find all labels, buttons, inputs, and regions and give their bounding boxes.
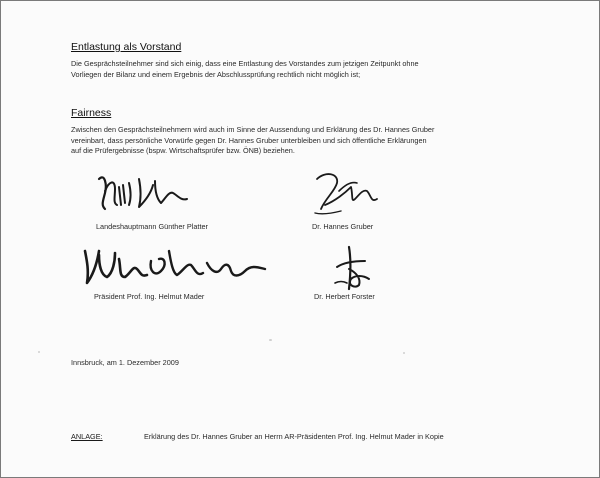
signature-gruber: [311, 169, 391, 221]
scan-speck: [269, 339, 272, 341]
section-paragraph-fairness: [71, 125, 434, 157]
signatory-name-forster: Dr. Herbert Forster: [314, 292, 375, 301]
signature-forster: [331, 245, 381, 297]
signatory-name-mader: Präsident Prof. Ing. Helmut Mader: [94, 292, 205, 301]
paragraph-line: Zwischen den Gesprächsteilnehmern wird auch im Sinne der Aussendung und Erklärung des Dr. Hannes Gruber: [71, 125, 435, 134]
paragraph-line: auf die Prüfergebnisse (bspw. Wirtschaftsprüfer bzw. ÖNB) beziehen.: [71, 146, 295, 156]
attachment-label: ANLAGE:: [71, 432, 103, 441]
place-date: Innsbruck, am 1. Dezember 2009: [71, 358, 179, 367]
paragraph-line: Vorliegen der Bilanz und einem Ergebnis der Abschlussprüfung rechtlich nicht möglich ist;: [71, 69, 361, 79]
signature-platter: [95, 171, 195, 219]
signature-mader: [79, 241, 279, 293]
scan-speck: [38, 351, 40, 353]
signatory-name-gruber: Dr. Hannes Gruber: [312, 222, 374, 231]
section-paragraph-entlastung: [71, 59, 419, 80]
paragraph-line: vereinbart, dass persönliche Vorwürfe gegen Dr. Hannes Gruber unterbleiben und sich öffentliche Erklärungen: [71, 135, 427, 145]
scan-speck: [403, 352, 405, 354]
section-heading-fairness: Fairness: [71, 107, 112, 119]
section-heading-entlastung: Entlastung als Vorstand: [71, 41, 182, 53]
attachment-text: Erklärung des Dr. Hannes Gruber an Herrn AR-Präsidenten Prof. Ing. Helmut Mader in Kopie: [144, 432, 444, 441]
signatory-name-platter: Landeshauptmann Günther Platter: [96, 222, 208, 231]
paragraph-line: Die Gesprächsteilnehmer sind sich einig, dass eine Entlastung des Vorstandes zum jetzigen Zeitpunkt ohne: [71, 59, 419, 68]
